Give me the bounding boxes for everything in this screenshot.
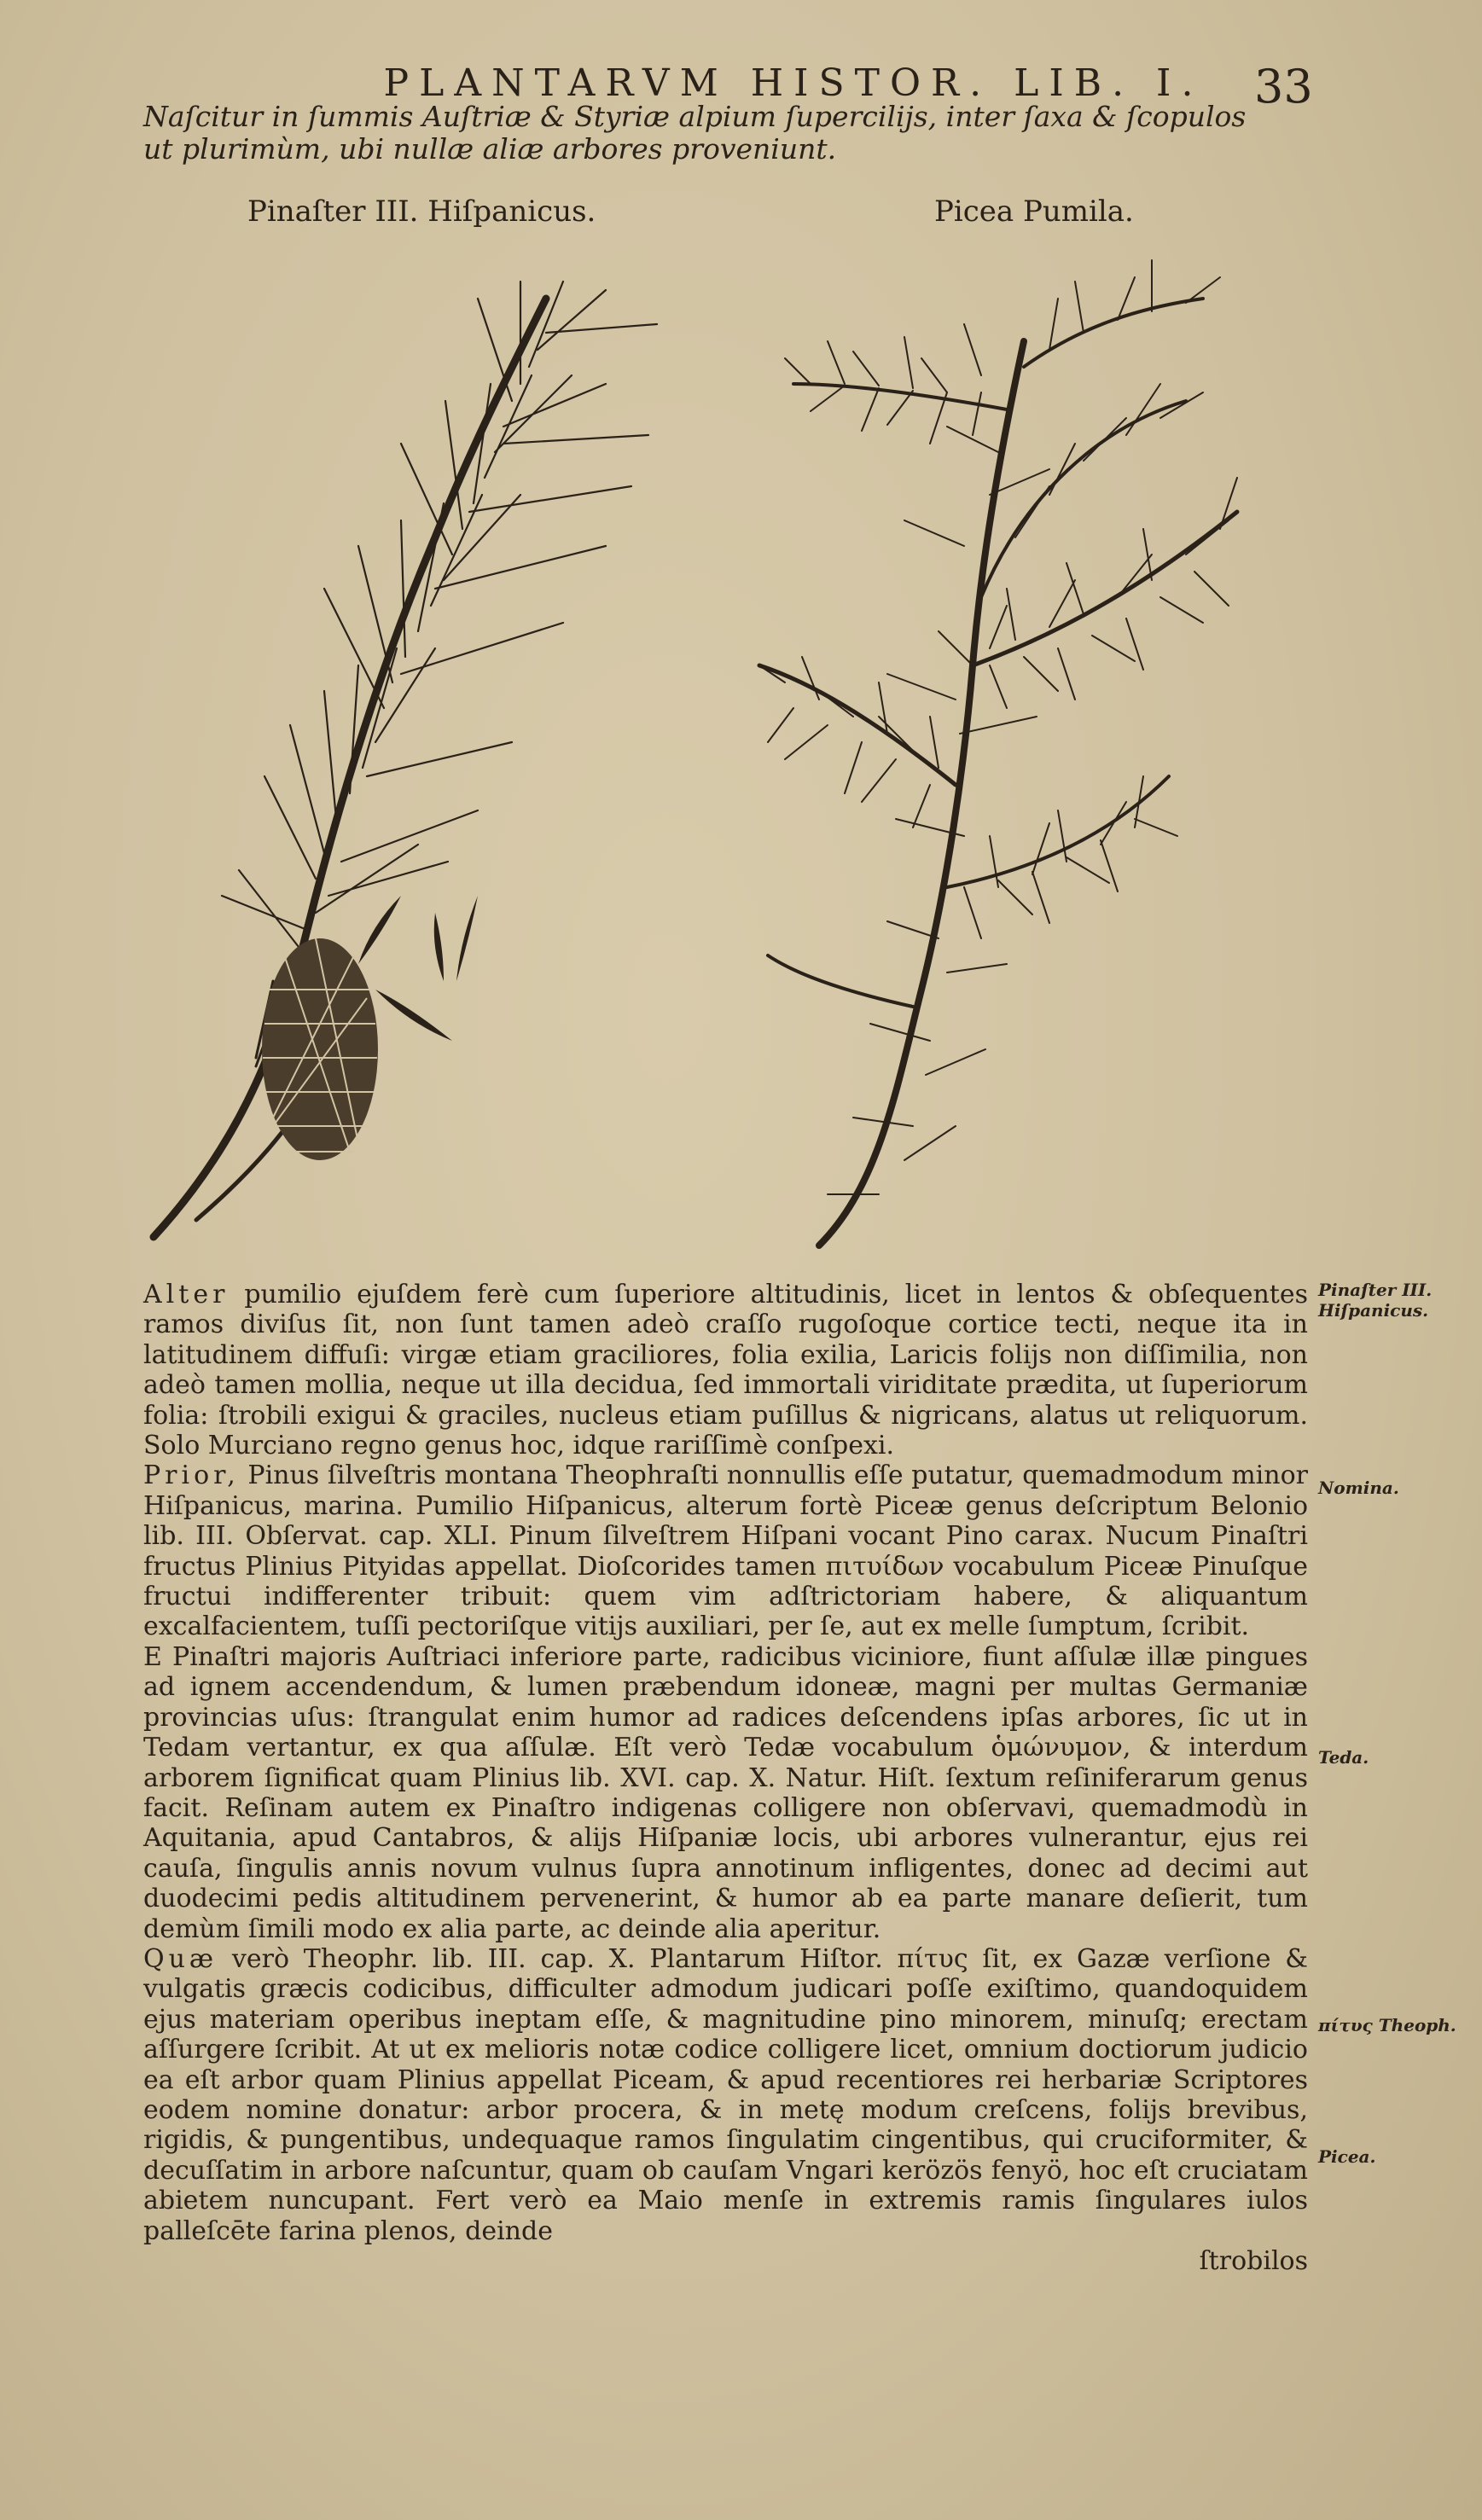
margin-note: Picea.	[1318, 2146, 1376, 2167]
running-title: PLANTARVM HISTOR. LIB. I.	[383, 61, 1204, 105]
margin-note: Nomina.	[1318, 1478, 1399, 1498]
paragraph-pinastri: E Pinaſtri majoris Auſtriaci inferiore parte, radicibus viciniore, fiunt aſſulæ illæ pingues ad ignem accendendum, & lumen præbendum idoneæ, magni per multas Germaniæ provincias uſus: ſtrangulat enim humor ad radices deſcendens ipſas arbores, ſic ut in Tedam vertantur, ex qua aſſulæ. Eſt verò Tedæ vocabulum ὁμώνυμον, & interdum arborem ſignificat quam Plinius lib. XVI. cap. X. Natur. Hiſt. ſextum reſiniferarum genus facit. Reſinam autem ex Pinaſtro indigenas colligere non obſervavi, quemadmodù in Aquitania, apud Cantabros, & alijs Hiſpaniæ locis, ubi arbores vulnerantur, ejus rei cauſa, ſingulis annis novum vulnus ſupra annotinum infligentes, donec ad decimi aut duodecimi pedis altitudinem pervenerint, & humor ab ea parte manare deſierit, tum demùm ſimili modo ex alia parte, ac deinde alia aperitur.	[143, 1641, 1308, 1944]
right-plate-caption: Picea Pumila.	[934, 195, 1134, 229]
paragraph-lead: Alter	[143, 1280, 230, 1309]
body-text	[143, 1280, 1308, 2276]
picea-woodcut	[742, 239, 1314, 1263]
margin-note: Pinaſter III. Hiſpanicus.	[1318, 1280, 1433, 1321]
loose-needles	[358, 896, 478, 1041]
margin-note: πίτυς Theoph.	[1318, 2015, 1456, 2035]
paragraph-prior: Prior, Pinus ſilveſtris montana Theophraſti nonnullis eſſe putatur, quemadmodum minor Hiſpanicus, marina. Pumilio Hiſpanicus, alterum fortè Piceæ genus deſcriptum Belonio lib. III. Obſervat. cap. XLI. Pinum ſilveſtrem Hiſpani vocant Pino carax. Nucum Pinaſtri fructus Plinius Pityidas appellat. Dioſcorides tamen πιτυίδων vocabulum Piceæ Pinuſque fructui indifferenter tribuit: quem vim adſtrictoriam habere, & aliquantum excalfacientem, tuſſi pectoriſque vitijs auxiliari, per ſe, aut ex melle ſumptum, ſcribit.	[143, 1460, 1308, 1642]
paragraph-quae: Quæ verò Theophr. lib. III. cap. X. Plantarum Hiſtor. πίτυς ſit, ex Gazæ verſione & vulgatis græcis codicibus, difficulter admodum judicari poſſe exiſtimo, quandoquidem ejus materiam operibus ineptam eſſe, & magnitudine pino minorem, minuſq; erectam aſſurgere ſcribit. At ut ex melioris notæ codice colligere licet, omnium doctiorum judicio ea eſt arbor quam Plinius appellat Piceam, & apud recentiores rei herbariæ Scriptores eodem nomine donatur: arbor procera, & in metę modum creſcens, folijs brevibus, rigidis, & pungentibus, undequaque ramos ſingulatim cingentibus, qui cruciformiter, & decuſſatim in arbore naſcuntur, quam ob cauſam Vngari kerözös fenyö, hoc eſt cruciatam abietem nuncupant. Fert verò ea Maio menſe in extremis ramis ſingulares iulos palleſcēte farina plenos, deinde	[143, 1943, 1308, 2246]
pine-cone	[262, 938, 378, 1160]
paragraph-alter: Alter pumilio ejuſdem ferè cum ſuperiore altitudinis, licet in lentos & obſequentes ramos diviſus ſit, non ſunt tamen adeò craſſo rugoſoque cortice tecti, neque ita in latitudinem diffuſi: virgæ etiam graciliores, folia exilia, Laricis folijs non diſſimilia, non adeò tamen mollia, neque ut illa decidua, ſed immortali viriditate prædita, ut ſuperiorum folia: ſtrobili exigui & graciles, nucleus etiam puſillus & nigricans, alatus ut reliquorum. Solo Murciano regno genus hoc, idque rariſſimè conſpexi.	[143, 1280, 1308, 1461]
catchword: ſtrobilos	[1199, 2246, 1308, 2276]
paragraph-lead: Prior,	[143, 1460, 240, 1491]
left-plate-caption: Pinaſter III. Hiſpanicus.	[247, 195, 596, 229]
paragraph-lead: Quæ	[143, 1943, 218, 1974]
page-number: 33	[1254, 60, 1313, 113]
margin-note: Teda.	[1318, 1747, 1369, 1768]
intro-text: Naſcitur in ſummis Auſtriæ & Styriæ alpium ſupercilijs, inter ſaxa & ſcopulos ut plurimùm, ubi nullæ aliæ arbores proveniunt.	[143, 100, 1247, 165]
pinaster-woodcut	[145, 264, 700, 1254]
